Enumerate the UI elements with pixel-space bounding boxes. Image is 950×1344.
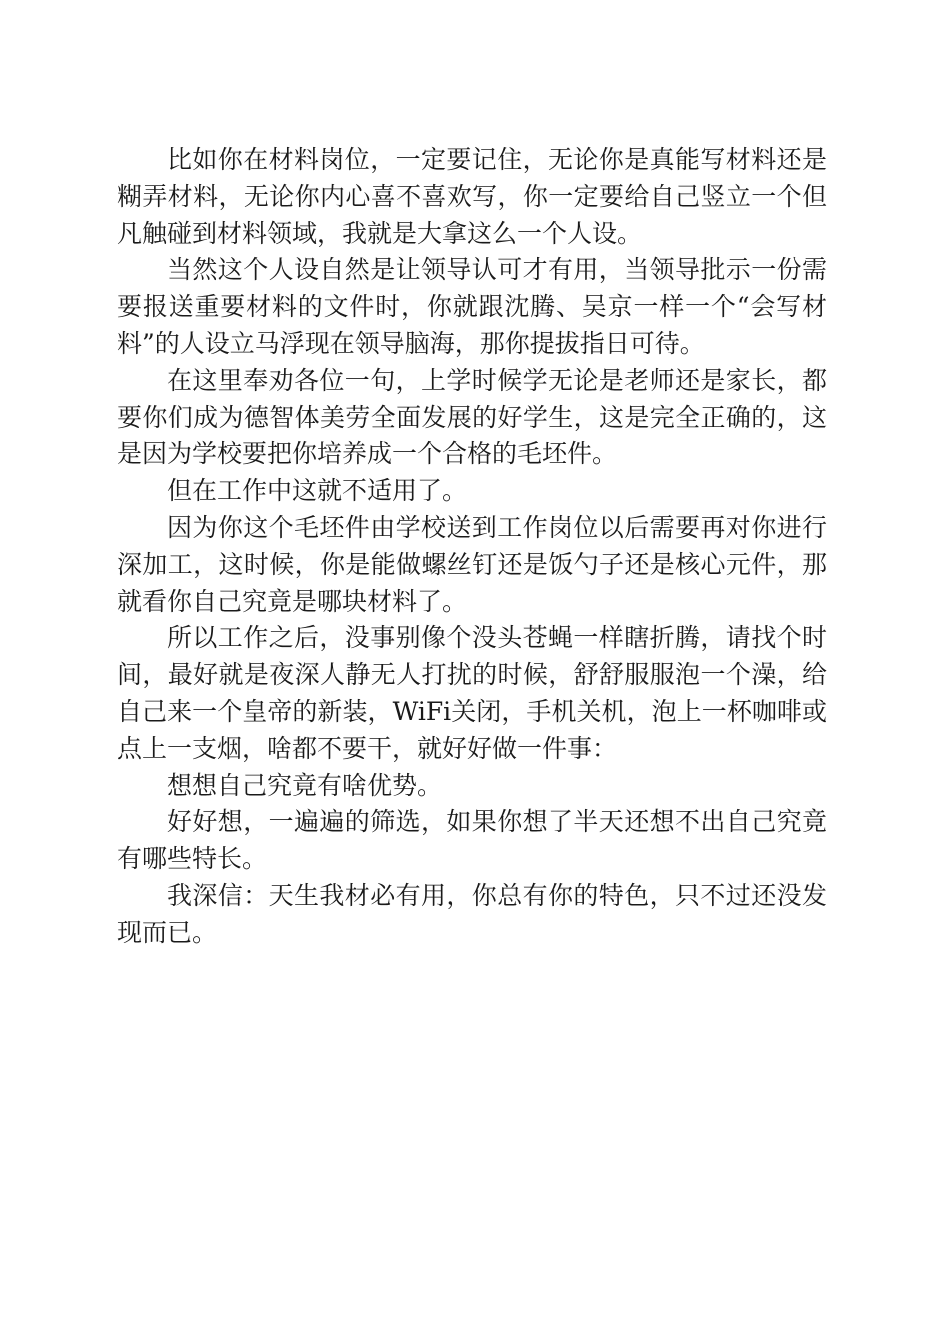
paragraph: 因为你这个毛坯件由学校送到工作岗位以后需要再对你进行深加工，这时候，你是能做螺丝钉还是饭勺子还是核心元件，那就看你自己究竟是哪块材料了。: [117, 512, 827, 616]
paragraph: 想想自己究竟有啥优势。: [167, 770, 443, 800]
paragraph: 所以工作之后，没事别像个没头苍蝇一样瞎折腾，请找个时间，最好就是夜深人静无人打扰的时候，舒舒服服泡一个澡，给自己来一个皇帝的新装，WiFi关闭，手机关机，泡上一杯咖啡或点上一支烟，啥都不要干，就好好做一件事：: [117, 623, 827, 763]
paragraph: 比如你在材料岗位，一定要记住，无论你是真能写材料还是糊弄材料，无论你内心喜不喜欢写，你一定要给自己竖立一个但凡触碰到材料领域，我就是大拿这么一个人设。: [117, 145, 827, 248]
paragraph: 我深信：天生我材必有用，你总有你的特色，只不过还没发现而已。: [117, 880, 827, 947]
paragraph: 好好想，一遍遍的筛选，如果你想了半天还想不出自己究竟有哪些特长。: [117, 807, 827, 874]
paragraph: 当然这个人设自然是让领导认可才有用，当领导批示一份需要报送重要材料的文件时，你就跟沈腾、吴京一样一个“会写材料”的人设立马浮现在领导脑海，那你提拔指日可待。: [117, 255, 827, 358]
paragraph: 在这里奉劝各位一句，上学时候学无论是老师还是家长，都要你们成为德智体美劳全面发展的好学生，这是完全正确的，这是因为学校要把你培养成一个合格的毛坯件。: [117, 365, 827, 469]
document-body: [117, 142, 827, 952]
paragraph: 但在工作中这就不适用了。: [167, 476, 468, 506]
